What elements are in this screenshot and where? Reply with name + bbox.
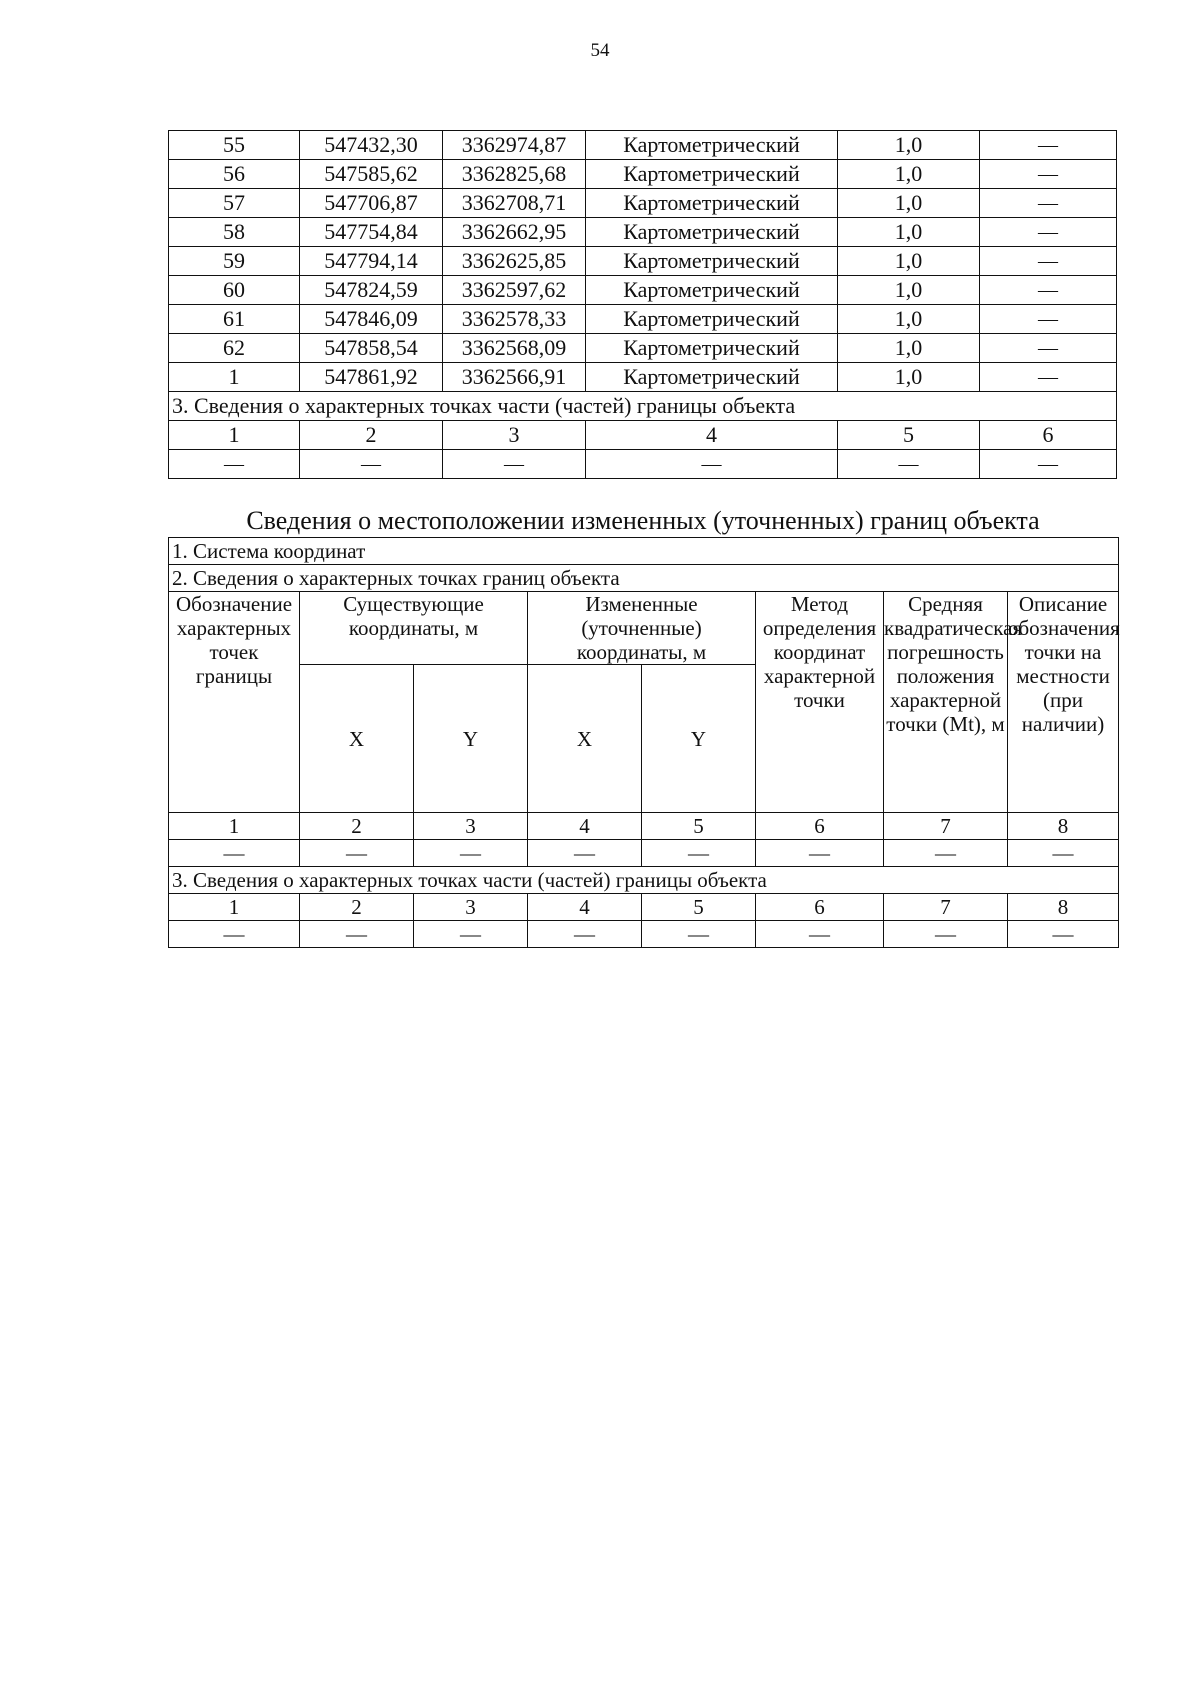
section3-row: [169, 867, 1119, 894]
col-num: 3: [443, 421, 586, 450]
table-cell: 55: [169, 131, 300, 160]
dash-cell: —: [300, 840, 414, 867]
dash-cell: —: [884, 921, 1008, 948]
header-error: Средняя квадратическая погрешность положения характерной точки (Mt), м: [884, 592, 1008, 813]
dash-cell: —: [300, 921, 414, 948]
table-cell: 3362597,62: [443, 276, 586, 305]
col-num: 7: [884, 813, 1008, 840]
table-cell: —: [980, 276, 1117, 305]
dash-cell: —: [528, 921, 642, 948]
dash-cell: —: [169, 921, 300, 948]
table-cell: Картометрический: [586, 305, 838, 334]
table-cell: 60: [169, 276, 300, 305]
table-cell: 56: [169, 160, 300, 189]
col-num: 5: [838, 421, 980, 450]
dash-cell: —: [528, 840, 642, 867]
boundary-points-table: [168, 130, 1117, 479]
table-cell: 547846,09: [300, 305, 443, 334]
table-cell: —: [980, 189, 1117, 218]
table-cell: 3362578,33: [443, 305, 586, 334]
column-number-row: [169, 421, 1117, 450]
col-num: 5: [642, 813, 756, 840]
col-num: 6: [756, 813, 884, 840]
header-row: [169, 592, 1119, 665]
points-info-label: 2. Сведения о характерных точках границ объекта: [169, 565, 1119, 592]
dash-cell: —: [756, 840, 884, 867]
table-cell: 3362662,95: [443, 218, 586, 247]
dash-cell: —: [980, 450, 1117, 479]
table-cell: Картометрический: [586, 131, 838, 160]
col-num: 2: [300, 894, 414, 921]
section3-title: 3. Сведения о характерных точках части (частей) границы объекта: [169, 392, 1117, 421]
dash-cell: —: [838, 450, 980, 479]
header-method: Метод определения координат характерной точки: [756, 592, 884, 813]
section-title: Сведения о местоположении измененных (уточненных) границ объекта: [246, 506, 1040, 535]
table-cell: 547861,92: [300, 363, 443, 392]
table-row: [169, 160, 1117, 189]
header-y-changed: Y: [642, 665, 756, 813]
coordinate-system-label: 1. Система координат: [169, 538, 1119, 565]
table-cell: 3362625,85: [443, 247, 586, 276]
col-num: 4: [528, 894, 642, 921]
table-cell: 547824,59: [300, 276, 443, 305]
table-cell: 1,0: [838, 363, 980, 392]
table-cell: 1,0: [838, 305, 980, 334]
dash-cell: —: [300, 450, 443, 479]
header-x-changed: X: [528, 665, 642, 813]
table-cell: 1,0: [838, 247, 980, 276]
table-row: [169, 363, 1117, 392]
points-info-row: [169, 565, 1119, 592]
table-cell: 1,0: [838, 276, 980, 305]
table-cell: 1,0: [838, 334, 980, 363]
table-cell: 3362974,87: [443, 131, 586, 160]
table-cell: 61: [169, 305, 300, 334]
dash-cell: —: [1008, 921, 1119, 948]
table-cell: —: [980, 131, 1117, 160]
table-cell: 1: [169, 363, 300, 392]
table-cell: 1,0: [838, 218, 980, 247]
table-cell: —: [980, 160, 1117, 189]
boundary-points-body: [169, 131, 1117, 392]
dash-cell: —: [1008, 840, 1119, 867]
col-num: 3: [414, 813, 528, 840]
dash-cell: —: [169, 450, 300, 479]
col-num: 2: [300, 421, 443, 450]
table-cell: 58: [169, 218, 300, 247]
dash-cell: —: [642, 840, 756, 867]
page-number: 54: [590, 40, 610, 61]
table-cell: 3362566,91: [443, 363, 586, 392]
col-num: 1: [169, 421, 300, 450]
table-cell: Картометрический: [586, 218, 838, 247]
col-num: 1: [169, 894, 300, 921]
changed-boundaries-table: [168, 537, 1119, 948]
dash-row: [169, 840, 1119, 867]
section3-title: 3. Сведения о характерных точках части (частей) границы объекта: [169, 867, 1119, 894]
dash-cell: —: [414, 921, 528, 948]
col-num: 8: [1008, 813, 1119, 840]
col-num: 7: [884, 894, 1008, 921]
table-cell: 547754,84: [300, 218, 443, 247]
table-cell: 547432,30: [300, 131, 443, 160]
col-num: 1: [169, 813, 300, 840]
col-num: 8: [1008, 894, 1119, 921]
header-y-existing: Y: [414, 665, 528, 813]
table-cell: 547858,54: [300, 334, 443, 363]
section3-row: [169, 392, 1117, 421]
dash-cell: —: [884, 840, 1008, 867]
table-cell: —: [980, 334, 1117, 363]
coordinate-system-row: [169, 538, 1119, 565]
dash-cell: —: [414, 840, 528, 867]
table-cell: Картометрический: [586, 189, 838, 218]
table-row: [169, 247, 1117, 276]
table-cell: 3362708,71: [443, 189, 586, 218]
dash-cell: —: [443, 450, 586, 479]
table-cell: 59: [169, 247, 300, 276]
table-row: [169, 276, 1117, 305]
table-cell: —: [980, 247, 1117, 276]
dash-cell: —: [756, 921, 884, 948]
table-cell: 547794,14: [300, 247, 443, 276]
table-cell: 62: [169, 334, 300, 363]
header-existing: Существующие координаты, м: [300, 592, 528, 665]
table-cell: 1,0: [838, 160, 980, 189]
table-cell: 547706,87: [300, 189, 443, 218]
table-cell: Картометрический: [586, 334, 838, 363]
col-num: 4: [586, 421, 838, 450]
col-num: 4: [528, 813, 642, 840]
col-num: 3: [414, 894, 528, 921]
header-x-existing: X: [300, 665, 414, 813]
table-row: [169, 334, 1117, 363]
col-num: 6: [756, 894, 884, 921]
table-cell: 547585,62: [300, 160, 443, 189]
table-cell: 3362568,09: [443, 334, 586, 363]
dash-row: [169, 450, 1117, 479]
column-number-row: [169, 894, 1119, 921]
header-designation: Обозначение характерных точек границы: [169, 592, 300, 813]
table-cell: 57: [169, 189, 300, 218]
dash-cell: —: [642, 921, 756, 948]
dash-cell: —: [586, 450, 838, 479]
table-cell: 1,0: [838, 189, 980, 218]
header-changed: Измененные (уточненные) координаты, м: [528, 592, 756, 665]
dash-row: [169, 921, 1119, 948]
table-cell: —: [980, 363, 1117, 392]
table-cell: Картометрический: [586, 247, 838, 276]
table-cell: Картометрический: [586, 363, 838, 392]
table-row: [169, 218, 1117, 247]
column-number-row: [169, 813, 1119, 840]
dash-cell: —: [169, 840, 300, 867]
table-cell: 3362825,68: [443, 160, 586, 189]
table-cell: 1,0: [838, 131, 980, 160]
col-num: 2: [300, 813, 414, 840]
table-row: [169, 131, 1117, 160]
table-cell: —: [980, 218, 1117, 247]
header-description: Описание обозначения точки на местности (при наличии): [1008, 592, 1119, 813]
table-cell: —: [980, 305, 1117, 334]
table-cell: Картометрический: [586, 160, 838, 189]
col-num: 6: [980, 421, 1117, 450]
table-cell: Картометрический: [586, 276, 838, 305]
table-row: [169, 305, 1117, 334]
table-row: [169, 189, 1117, 218]
col-num: 5: [642, 894, 756, 921]
